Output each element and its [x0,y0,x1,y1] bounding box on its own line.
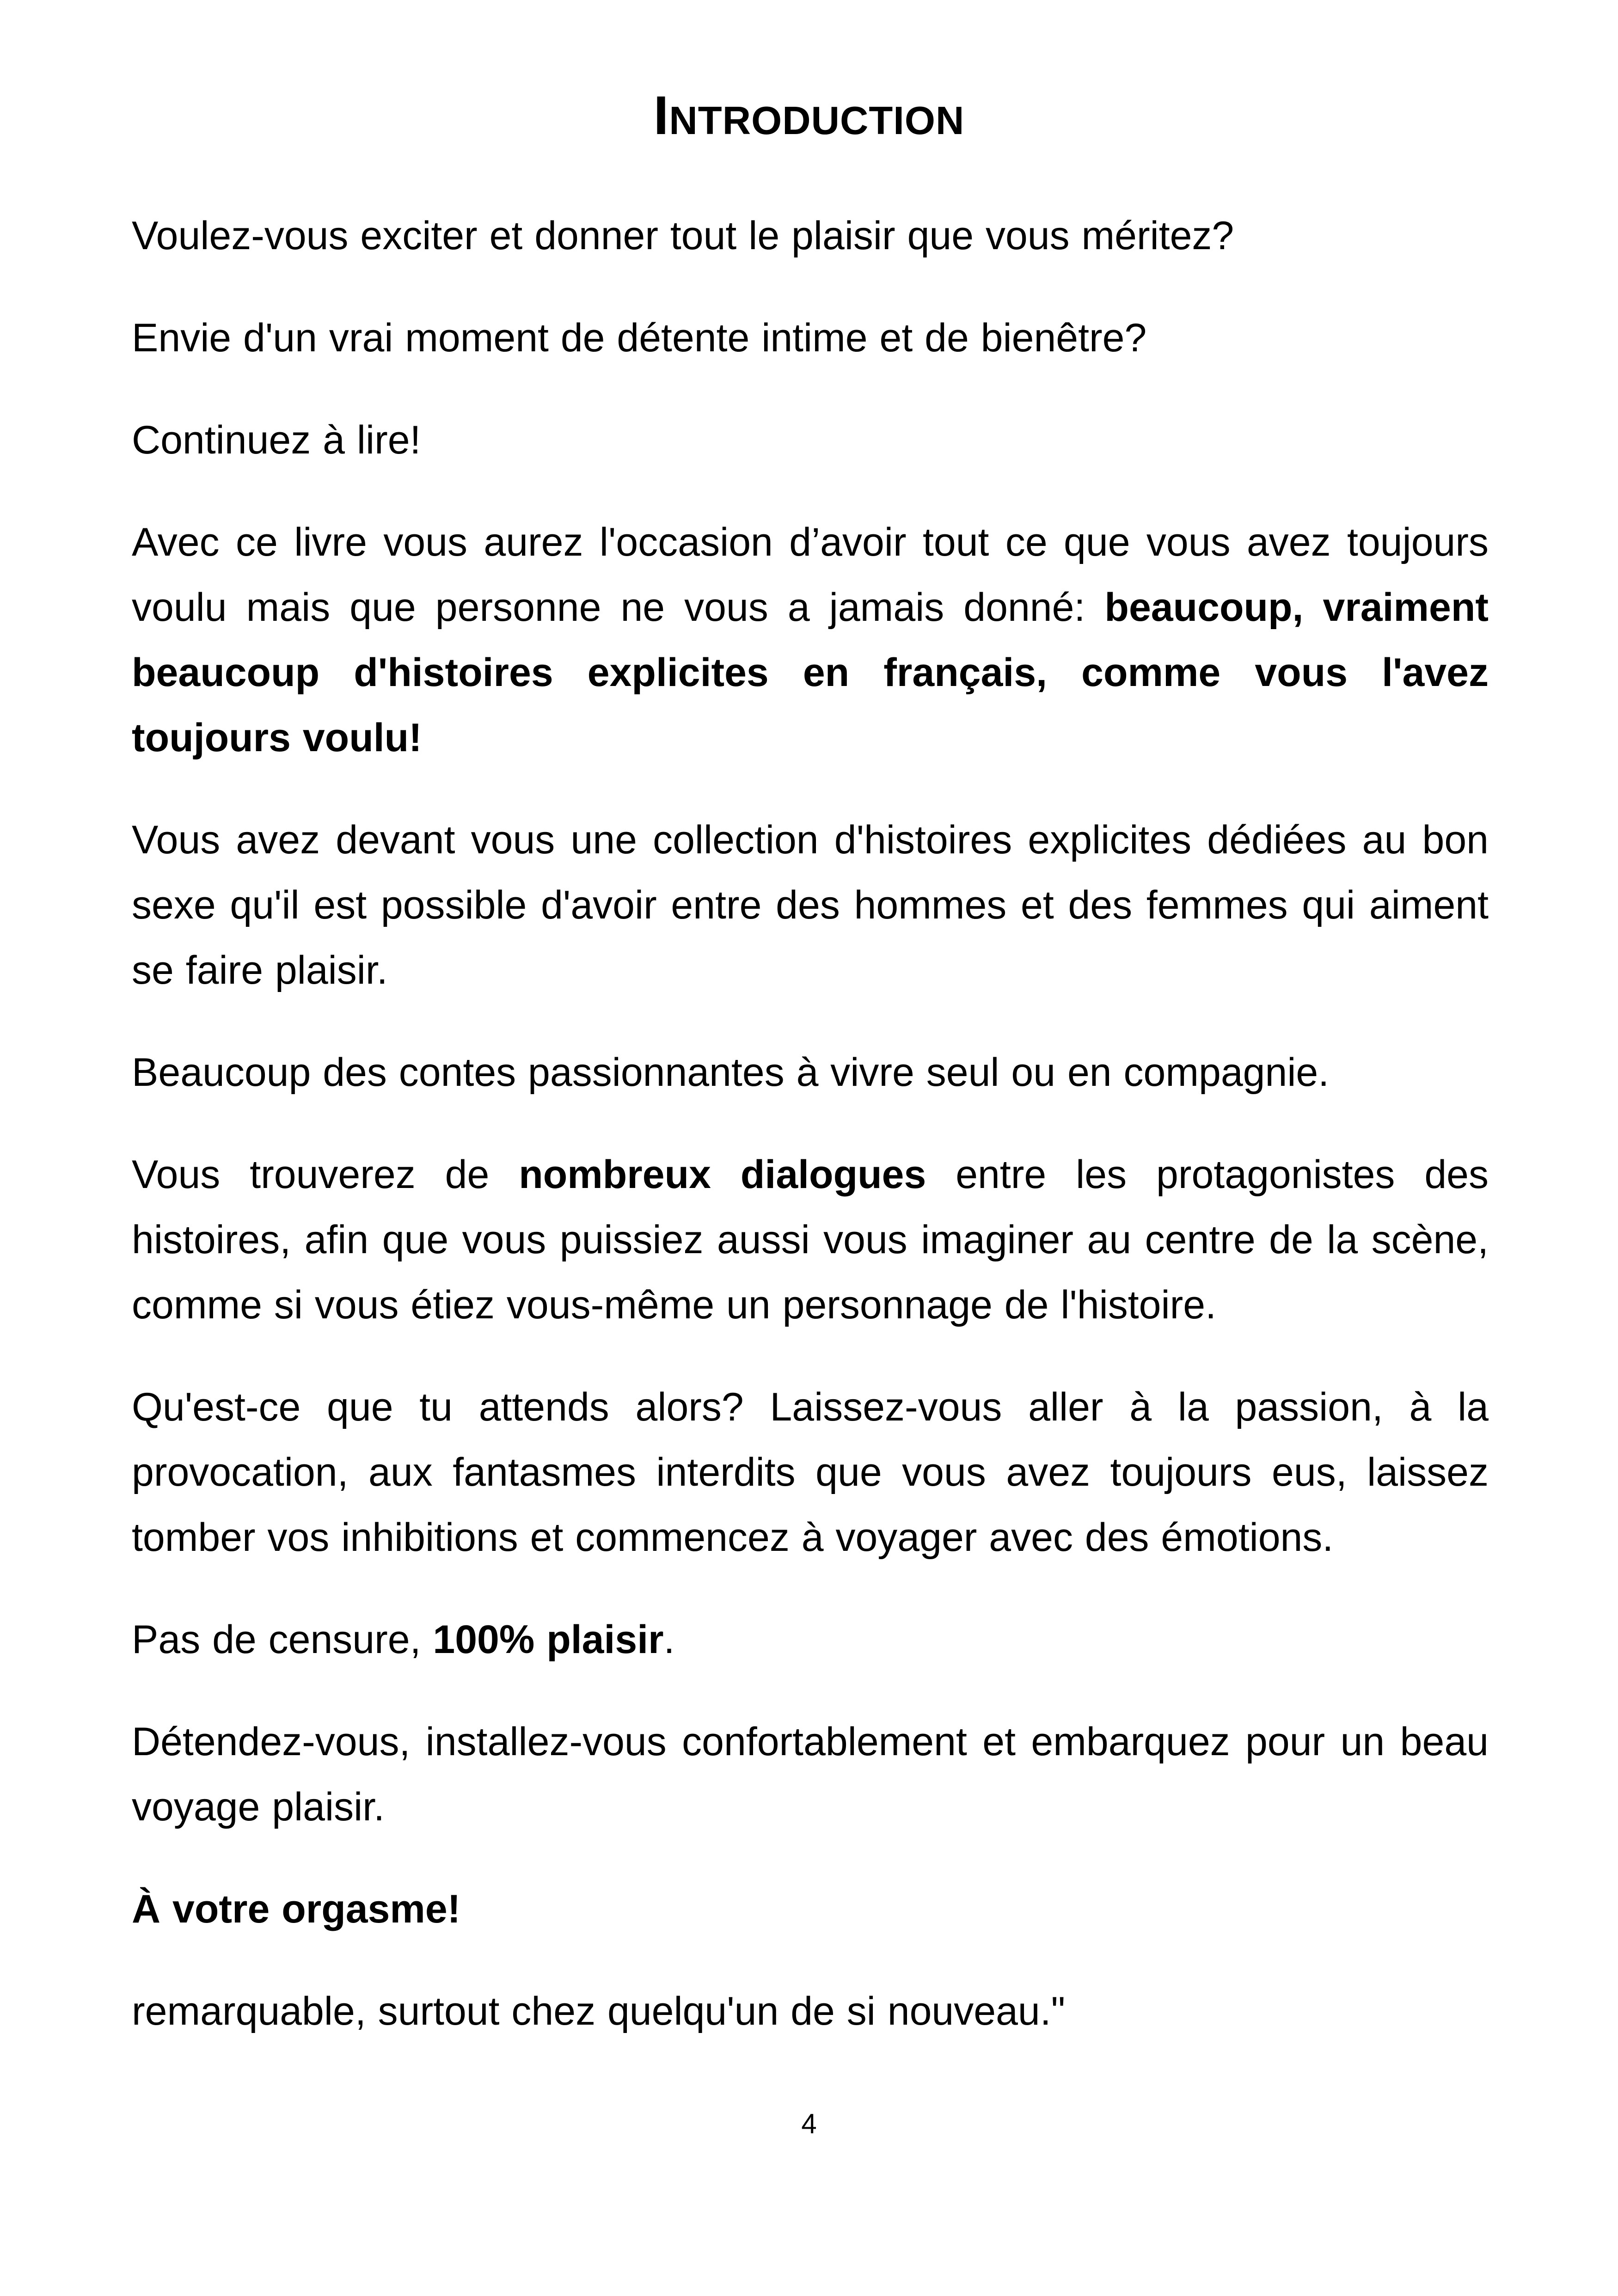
page-number: 4 [801,2108,817,2139]
paragraph [132,203,1489,269]
text-run: Vous trouverez de [132,1152,519,1197]
paragraph [132,1142,1489,1338]
paragraph [132,1709,1489,1840]
paragraph [132,1979,1489,2044]
text-run: Envie d'un vrai moment de détente intime et de bienêtre? [132,316,1147,360]
bold-text-run: À votre orgasme! [132,1887,461,1931]
text-run: Détendez-vous, installez-vous confortablement et embarquez pour un beau voyage plaisir. [132,1720,1489,1829]
text-run: Pas de censure, [132,1617,433,1662]
page-title [0,85,1618,147]
text-run: Avec ce livre vous aurez l'occasion d’avoir tout ce que vous avez toujours voulu mais que personne ne vous a jamais donné: [132,520,1489,630]
bold-text-run: beaucoup, vraiment beaucoup d'histoires explicites en français, comme vous l'avez toujours voulu! [132,585,1489,760]
paragraph [132,1877,1489,1942]
paragraph [132,808,1489,1003]
text-run: Voulez-vous exciter et donner tout le plaisir que vous méritez? [132,214,1234,258]
title-first-letter: I [653,85,669,146]
bold-text-run: 100% plaisir [433,1617,664,1662]
bold-text-run: nombreux dialogues [519,1152,926,1197]
text-run: Vous avez devant vous une collection d'histoires explicites dédiées au bon sexe qu'il est possible d'avoir entre des hommes et des femmes qui aiment se faire plaisir. [132,818,1489,992]
paragraph [132,408,1489,473]
paragraph [132,510,1489,771]
paragraph [132,1040,1489,1105]
text-run: Continuez à lire! [132,418,421,462]
text-run: Qu'est-ce que tu attends alors? Laissez-vous aller à la passion, à la provocation, aux fantasmes interdits que vous avez toujours eus, laissez tomber vos inhibitions et commencez à voyager avec des émotions. [132,1385,1489,1560]
title-rest: NTRODUCTION [669,99,965,143]
text-run: remarquable, surtout chez quelqu'un de si nouveau." [132,1989,1066,2033]
body-text [132,203,1489,2081]
paragraph [132,1375,1489,1570]
text-run: entre les protagonistes des histoires, afin que vous puissiez aussi vous imaginer au centre de la scène, comme si vous étiez vous-même un personnage de l'histoire. [132,1152,1489,1327]
text-run: . [663,1617,675,1662]
paragraph [132,306,1489,371]
text-run: Beaucoup des contes passionnantes à vivre seul ou en compagnie. [132,1050,1330,1095]
paragraph [132,1607,1489,1672]
